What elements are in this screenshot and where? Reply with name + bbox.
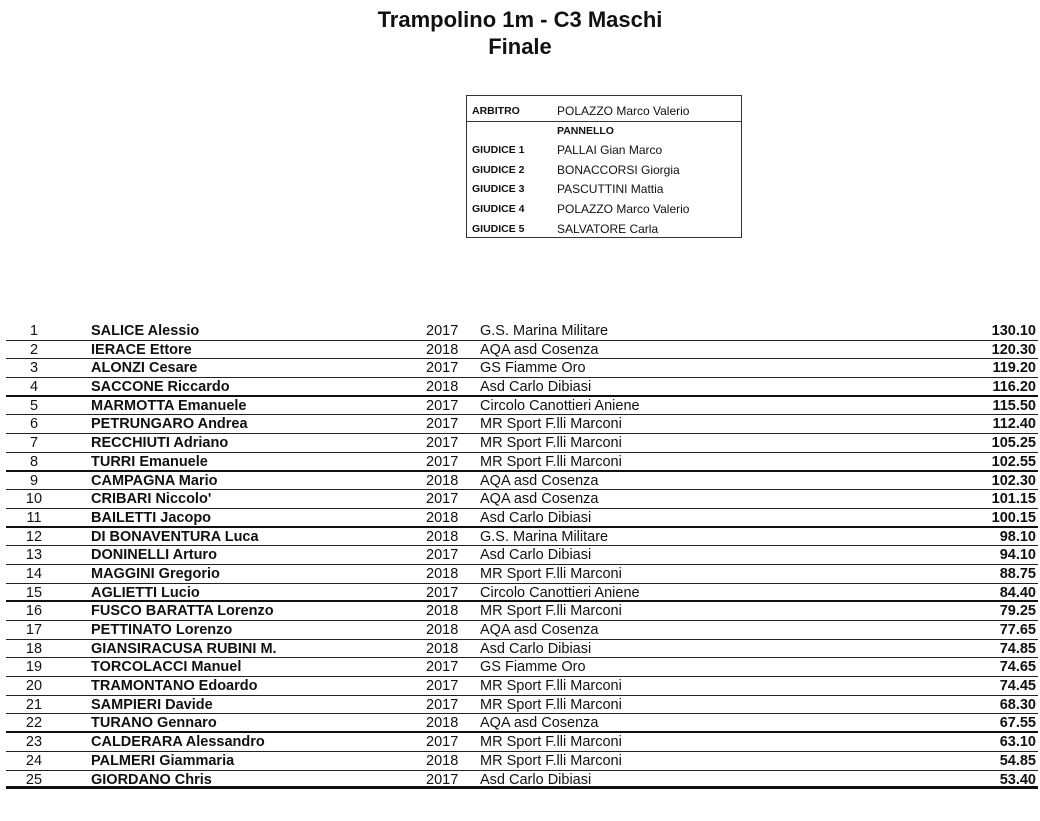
- rank-cell: 9: [29, 472, 39, 489]
- club-name: MR Sport F.lli Marconi: [480, 696, 622, 713]
- athlete-name: DI BONAVENTURA Luca: [91, 528, 259, 545]
- birth-year: 2017: [426, 696, 459, 713]
- athlete-name: PETRUNGARO Andrea: [91, 416, 248, 433]
- judge-label: GIUDICE 1: [472, 144, 525, 156]
- result-row: [6, 621, 1038, 640]
- rank-cell: 18: [25, 640, 43, 657]
- total-score: 88.75: [999, 565, 1036, 582]
- rank-cell: 12: [25, 528, 43, 545]
- athlete-name: PETTINATO Lorenzo: [91, 622, 233, 638]
- judge-name: SALVATORE Carla: [557, 221, 659, 236]
- total-score: 100.15: [991, 509, 1036, 526]
- club-name: G.S. Marina Militare: [480, 528, 609, 545]
- birth-year: 2017: [426, 584, 459, 601]
- rank-cell: 11: [26, 509, 42, 526]
- judge-row: [467, 141, 741, 160]
- athlete-name: BAILETTI Jacopo: [91, 509, 212, 526]
- birth-year: 2017: [426, 323, 459, 339]
- judge-name: PASCUTTINI Mattia: [557, 182, 664, 196]
- birth-year: 2018: [426, 640, 459, 657]
- result-row: [6, 359, 1038, 378]
- total-score: 53.40: [999, 771, 1036, 788]
- result-row: [6, 714, 1038, 733]
- judge-label: GIUDICE 3: [472, 183, 525, 195]
- judge-label: GIUDICE 5: [472, 222, 525, 235]
- result-row: [6, 415, 1038, 434]
- total-score: 63.10: [999, 734, 1036, 751]
- judge-row: [467, 200, 741, 219]
- panel-row: [467, 122, 741, 141]
- athlete-name: TRAMONTANO Edoardo: [91, 678, 258, 695]
- rank-cell: 14: [25, 565, 43, 582]
- rank-cell: 17: [25, 622, 43, 638]
- club-name: GS Fiamme Oro: [480, 659, 586, 676]
- birth-year: 2018: [426, 565, 459, 582]
- athlete-name: CALDERARA Alessandro: [91, 734, 265, 751]
- total-score: 54.85: [999, 752, 1036, 769]
- judge-name: POLAZZO Marco Valerio: [557, 202, 690, 216]
- judge-label: GIUDICE 4: [472, 203, 525, 215]
- result-row: [6, 397, 1038, 416]
- athlete-name: PALMERI Giammaria: [91, 752, 235, 769]
- judge-row: [467, 180, 741, 199]
- athlete-name: GIORDANO Chris: [91, 771, 212, 788]
- athlete-name: CRIBARI Niccolo': [91, 491, 212, 508]
- rank-cell: 22: [25, 715, 43, 732]
- results-table: [6, 322, 1038, 789]
- judge-name: PALLAI Gian Marco: [557, 143, 663, 157]
- rank-cell: 6: [29, 416, 39, 433]
- result-row: [6, 602, 1038, 621]
- total-score: 84.40: [999, 584, 1036, 601]
- judge-label: GIUDICE 2: [472, 163, 525, 176]
- result-row: [6, 771, 1038, 790]
- rank-cell: 10: [25, 491, 43, 508]
- club-name: Asd Carlo Dibiasi: [480, 640, 592, 657]
- athlete-name: AGLIETTI Lucio: [91, 584, 200, 601]
- result-row: [6, 658, 1038, 677]
- athlete-name: SAMPIERI Davide: [91, 696, 213, 713]
- birth-year: 2017: [426, 678, 459, 695]
- result-row: [6, 565, 1038, 584]
- birth-year: 2017: [426, 771, 459, 788]
- rank-cell: 20: [25, 678, 43, 695]
- rank-cell: 7: [29, 435, 39, 452]
- total-score: 116.20: [992, 379, 1036, 396]
- athlete-name: TORCOLACCI Manuel: [91, 659, 242, 676]
- athlete-name: DONINELLI Arturo: [91, 547, 217, 564]
- rank-cell: 8: [29, 453, 39, 470]
- rank-cell: 21: [25, 696, 43, 713]
- total-score: 67.55: [999, 715, 1036, 732]
- result-row: [6, 640, 1038, 659]
- total-score: 74.65: [999, 659, 1036, 676]
- total-score: 101.15: [991, 491, 1036, 508]
- total-score: 102.30: [991, 472, 1036, 489]
- referee-name: POLAZZO Marco Valerio: [557, 104, 690, 118]
- rank-cell: 19: [25, 659, 43, 676]
- birth-year: 2017: [426, 397, 459, 414]
- result-row: [6, 528, 1038, 547]
- club-name: Asd Carlo Dibiasi: [480, 547, 592, 564]
- result-row: [6, 733, 1038, 752]
- officials-box: [466, 95, 742, 238]
- panel-label: PANNELLO: [557, 125, 614, 137]
- athlete-name: RECCHIUTI Adriano: [91, 435, 229, 452]
- club-name: MR Sport F.lli Marconi: [480, 678, 622, 695]
- event-phase: Finale: [488, 34, 552, 59]
- birth-year: 2017: [426, 734, 459, 751]
- athlete-name: ALONZI Cesare: [91, 360, 198, 377]
- result-row: [6, 752, 1038, 771]
- total-score: 68.30: [999, 696, 1036, 713]
- total-score: 119.20: [992, 360, 1036, 377]
- birth-year: 2017: [426, 547, 459, 564]
- rank-cell: 24: [25, 752, 43, 769]
- birth-year: 2018: [426, 752, 459, 769]
- athlete-name: SACCONE Riccardo: [91, 379, 230, 396]
- club-name: AQA asd Cosenza: [480, 715, 599, 732]
- club-name: AQA asd Cosenza: [480, 622, 599, 638]
- club-name: AQA asd Cosenza: [480, 472, 599, 489]
- club-name: MR Sport F.lli Marconi: [480, 416, 622, 433]
- athlete-name: IERACE Ettore: [91, 341, 192, 358]
- judge-name: BONACCORSI Giorgia: [557, 162, 680, 177]
- birth-year: 2017: [426, 659, 459, 676]
- club-name: Asd Carlo Dibiasi: [480, 379, 592, 396]
- result-row: [6, 434, 1038, 453]
- result-row: [6, 490, 1038, 509]
- total-score: 105.25: [991, 435, 1036, 452]
- rank-cell: 2: [29, 341, 39, 358]
- club-name: AQA asd Cosenza: [480, 341, 599, 358]
- rank-cell: 1: [29, 323, 39, 339]
- club-name: MR Sport F.lli Marconi: [480, 752, 622, 769]
- judge-row: [467, 220, 741, 239]
- result-row: [6, 546, 1038, 565]
- total-score: 77.65: [999, 622, 1036, 638]
- rank-cell: 16: [25, 603, 43, 620]
- result-row: [6, 378, 1038, 397]
- rank-cell: 15: [25, 584, 43, 601]
- club-name: Circolo Canottieri Aniene: [480, 584, 640, 601]
- total-score: 98.10: [999, 528, 1036, 545]
- result-row: [6, 341, 1038, 360]
- birth-year: 2018: [426, 379, 459, 396]
- birth-year: 2018: [426, 341, 459, 358]
- birth-year: 2018: [426, 622, 459, 638]
- club-name: G.S. Marina Militare: [480, 323, 609, 339]
- birth-year: 2017: [426, 435, 459, 452]
- athlete-name: MARMOTTA Emanuele: [91, 397, 247, 414]
- total-score: 120.30: [991, 341, 1036, 358]
- birth-year: 2018: [426, 603, 459, 620]
- total-score: 112.40: [992, 416, 1036, 433]
- total-score: 130.10: [991, 323, 1036, 339]
- rank-cell: 5: [29, 397, 39, 414]
- total-score: 94.10: [999, 547, 1036, 564]
- birth-year: 2018: [426, 715, 459, 732]
- result-row: [6, 472, 1038, 491]
- result-row: [6, 677, 1038, 696]
- club-name: MR Sport F.lli Marconi: [480, 734, 622, 751]
- athlete-name: MAGGINI Gregorio: [91, 565, 220, 582]
- result-row: [6, 584, 1038, 603]
- birth-year: 2018: [426, 509, 459, 526]
- result-row: [6, 696, 1038, 715]
- result-row: [6, 322, 1038, 341]
- birth-year: 2018: [426, 472, 459, 489]
- club-name: Asd Carlo Dibiasi: [480, 509, 592, 526]
- total-score: 74.45: [999, 678, 1036, 695]
- birth-year: 2017: [426, 416, 459, 433]
- referee-row: [467, 102, 741, 122]
- club-name: AQA asd Cosenza: [480, 491, 599, 508]
- birth-year: 2017: [426, 360, 459, 377]
- birth-year: 2017: [426, 453, 459, 470]
- rank-cell: 4: [29, 379, 39, 396]
- total-score: 102.55: [991, 453, 1036, 470]
- rank-cell: 23: [25, 734, 43, 751]
- club-name: MR Sport F.lli Marconi: [480, 435, 622, 452]
- rank-cell: 13: [25, 547, 43, 564]
- athlete-name: CAMPAGNA Mario: [91, 472, 218, 489]
- birth-year: 2018: [426, 528, 459, 545]
- club-name: Circolo Canottieri Aniene: [480, 397, 640, 414]
- total-score: 79.25: [999, 603, 1036, 620]
- athlete-name: GIANSIRACUSA RUBINI M.: [91, 640, 277, 657]
- club-name: Asd Carlo Dibiasi: [480, 771, 592, 788]
- result-row: [6, 453, 1038, 472]
- club-name: MR Sport F.lli Marconi: [480, 565, 622, 582]
- page-title: [0, 6, 1040, 60]
- result-row: [6, 509, 1038, 528]
- rank-cell: 25: [25, 771, 43, 788]
- athlete-name: FUSCO BARATTA Lorenzo: [91, 603, 274, 620]
- total-score: 74.85: [999, 640, 1036, 657]
- total-score: 115.50: [992, 397, 1036, 414]
- athlete-name: SALICE Alessio: [91, 323, 200, 339]
- referee-label: ARBITRO: [472, 105, 520, 117]
- judge-row: [467, 161, 741, 180]
- athlete-name: TURRI Emanuele: [91, 453, 208, 470]
- club-name: MR Sport F.lli Marconi: [480, 603, 622, 620]
- event-title: Trampolino 1m - C3 Maschi: [377, 7, 663, 32]
- club-name: GS Fiamme Oro: [480, 360, 586, 377]
- club-name: MR Sport F.lli Marconi: [480, 453, 622, 470]
- athlete-name: TURANO Gennaro: [91, 715, 217, 732]
- rank-cell: 3: [29, 360, 39, 377]
- birth-year: 2017: [426, 491, 459, 508]
